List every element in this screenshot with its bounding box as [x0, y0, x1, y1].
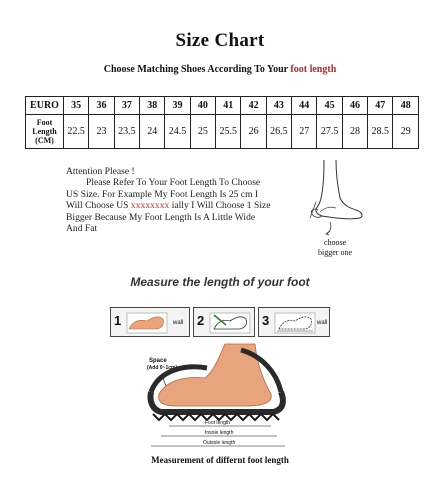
euro-size-cell: 36: [89, 97, 114, 115]
measure-title: Measure the length of your foot: [130, 275, 310, 289]
euro-header: EURO: [26, 97, 64, 115]
outsole-length-label: Outsole length: [203, 440, 236, 446]
measure-outline-icon: [273, 311, 317, 335]
foot-on-paper-icon: [125, 311, 169, 335]
attention-text: ially I Will Choose 1 Size: [169, 200, 271, 212]
step-2-panel: [193, 307, 255, 337]
foot-in-shoe-diagram: [145, 340, 295, 455]
euro-size-cell: 46: [342, 97, 367, 115]
foot-length-cell: 26: [241, 115, 266, 149]
euro-row: [26, 97, 419, 115]
step-1-panel: [110, 307, 190, 337]
insole-length-label: Insole length: [205, 430, 234, 436]
foot-length-cell: 27: [292, 115, 317, 149]
attention-text: Will Choose US: [66, 200, 131, 212]
euro-size-cell: 42: [241, 97, 266, 115]
euro-size-cell: 40: [190, 97, 215, 115]
foot-length-row: [26, 115, 419, 149]
euro-size-cell: 41: [216, 97, 241, 115]
foot-length-cell: 25: [190, 115, 215, 149]
choose-note: [318, 238, 368, 258]
step-3-panel: [258, 307, 330, 337]
foot-label-line: Foot: [36, 118, 53, 127]
foot-length-cell: 27.5: [317, 115, 342, 149]
wall-label: wall: [317, 320, 328, 326]
page-title: Size Chart: [175, 30, 265, 51]
foot-length-cell: 22.5: [64, 115, 89, 149]
subtitle-main: Choose Matching Shoes According To Your: [103, 64, 291, 75]
euro-size-cell: 38: [140, 97, 165, 115]
euro-size-cell: 35: [64, 97, 89, 115]
euro-size-cell: 37: [114, 97, 139, 115]
step-number: 1: [114, 313, 122, 328]
foot-length-cell: 29: [393, 115, 419, 149]
euro-size-cell: 39: [165, 97, 190, 115]
space-label: Space: [149, 358, 167, 364]
euro-size-cell: 48: [393, 97, 419, 115]
attention-note: [66, 166, 328, 234]
foot-length-cell: 28: [342, 115, 367, 149]
page-subtitle: [0, 64, 440, 75]
euro-size-cell: 44: [292, 97, 317, 115]
diagram-caption: Measurement of differnt foot length: [151, 455, 289, 465]
wall-label: wall: [173, 320, 184, 326]
attention-line: US Size. For Example My Foot Length Is 25 cm I: [66, 188, 259, 200]
foot-length-cell: 25.5: [216, 115, 241, 149]
euro-size-cell: 45: [317, 97, 342, 115]
step-number: 2: [197, 313, 205, 328]
subtitle-highlight: foot length: [290, 64, 337, 75]
attention-heading: Attention Please !: [66, 166, 135, 177]
euro-size-cell: 47: [368, 97, 393, 115]
attention-line: And Fat: [66, 223, 98, 235]
choose-line: choose: [324, 238, 347, 247]
foot-label-line: (CM): [35, 136, 54, 145]
foot-length-header: [26, 115, 64, 149]
foot-length-label: Foot length: [205, 420, 231, 426]
foot-length-cell: 23.5: [114, 115, 139, 149]
attention-redacted-text: xxxxxxxx: [130, 200, 170, 212]
foot-length-cell: 26.5: [266, 115, 291, 149]
space-range-label: (Add 0~1cm): [147, 365, 178, 371]
foot-outline-icon: [208, 311, 252, 335]
choose-line: bigger one: [318, 248, 352, 257]
foot-length-cell: 28.5: [368, 115, 393, 149]
foot-length-cell: 24: [140, 115, 165, 149]
step-number: 3: [262, 313, 270, 328]
foot-sketch-icon: [300, 156, 370, 236]
attention-line: [66, 200, 328, 211]
foot-length-cell: 24.5: [165, 115, 190, 149]
foot-label-line: Length: [32, 127, 57, 136]
size-table: [25, 96, 419, 149]
foot-length-cell: 23: [89, 115, 114, 149]
attention-line: Bigger Because My Foot Length Is A Little Wide: [66, 211, 256, 223]
euro-size-cell: 43: [266, 97, 291, 115]
attention-line: Please Refer To Your Foot Length To Choose: [86, 177, 261, 189]
